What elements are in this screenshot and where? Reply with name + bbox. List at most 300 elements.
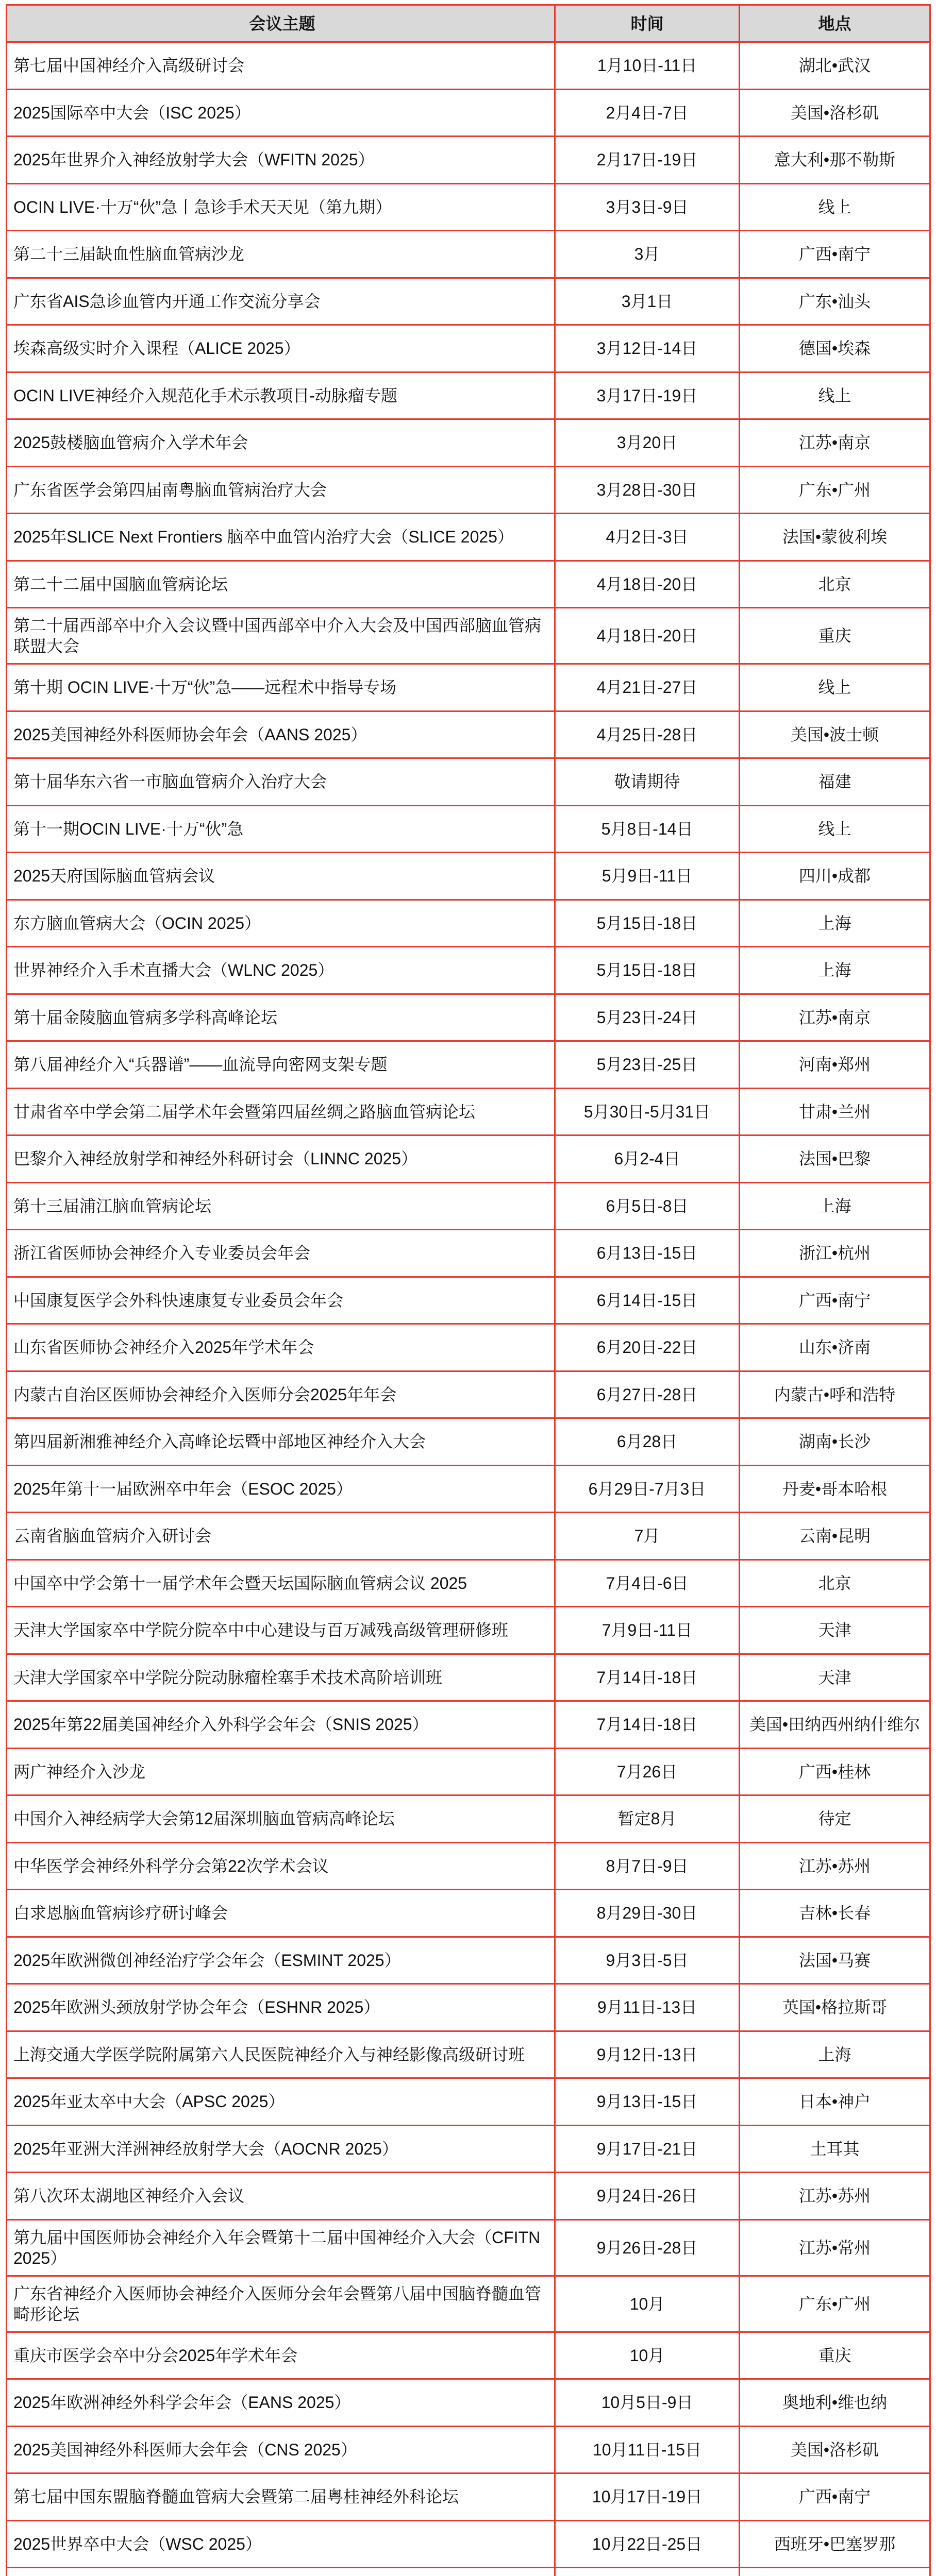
topic-text: 内蒙古自治区医师协会神经介入医师分会2025年年会	[13, 1385, 397, 1404]
time-text: 5月9日-11日	[601, 867, 693, 886]
table-row	[7, 184, 931, 232]
table-row	[7, 1655, 931, 1702]
time-text: 10月11日-15日	[592, 2440, 702, 2459]
table-row	[7, 1561, 931, 1608]
topic-text: 2025年第十一届欧洲卒中年会（ESOC 2025）	[13, 1479, 353, 1498]
time-text: 5月30日-5月31日	[583, 1102, 711, 1121]
topic-cell	[7, 1938, 556, 1985]
time-cell	[556, 420, 740, 467]
table-row	[7, 279, 931, 326]
topic-cell	[7, 2427, 556, 2475]
place-text: 四川•成都	[798, 867, 871, 886]
topic-text: 中华医学会神经外科学分会第22次学术会议	[13, 1856, 329, 1875]
topic-text: 中国卒中学会第十一届学术年会暨天坛国际脑血管病会议 2025	[13, 1573, 467, 1592]
time-cell	[556, 90, 740, 138]
time-text: 7月9日-11日	[601, 1621, 693, 1640]
topic-text: 第十期 OCIN LIVE·十万“伙”急——远程术中指导专场	[13, 678, 397, 697]
table-row	[7, 2474, 931, 2521]
topic-cell	[7, 562, 556, 609]
table-row	[7, 137, 931, 184]
table-row	[7, 2427, 931, 2475]
place-cell	[740, 806, 931, 854]
place-cell	[740, 1561, 931, 1608]
time-text: 暂定8月	[617, 1809, 677, 1828]
topic-text: 第七届中国东盟脑脊髓血管病大会暨第二届粤桂神经外科论坛	[13, 2487, 459, 2506]
topic-text: 2025年亚洲大洋洲神经放射学大会（AOCNR 2025）	[13, 2139, 398, 2158]
topic-text: 2025年SLICE Next Frontiers 脑卒中血管内治疗大会（SLICE 2025）	[13, 528, 514, 547]
time-text: 9月17日-21日	[596, 2139, 698, 2158]
time-text: 6月2-4日	[614, 1149, 680, 1168]
time-text: 3月17日-19日	[596, 386, 698, 405]
topic-cell	[7, 137, 556, 184]
topic-cell	[7, 1230, 556, 1278]
place-cell	[740, 2126, 931, 2174]
table-row	[7, 1985, 931, 2032]
topic-text: 2025美国神经外科医师协会年会（AANS 2025）	[13, 725, 367, 744]
topic-cell	[7, 1561, 556, 1608]
place-text: 西班牙•巴塞罗那	[774, 2534, 896, 2553]
place-cell	[740, 1325, 931, 1372]
topic-text: 2025美国神经外科医师大会年会（CNS 2025）	[13, 2440, 357, 2459]
place-cell	[740, 901, 931, 948]
topic-cell	[7, 2568, 556, 2576]
topic-cell	[7, 279, 556, 326]
place-text: 湖南•长沙	[798, 1432, 871, 1451]
time-text: 4月18日-20日	[596, 626, 698, 645]
topic-text: 东方脑血管病大会（OCIN 2025）	[13, 913, 261, 933]
table-row	[7, 1796, 931, 1843]
place-cell	[740, 2277, 931, 2333]
time-text: 10月	[629, 2346, 665, 2365]
time-cell	[556, 1513, 740, 1561]
time-cell	[556, 1325, 740, 1372]
place-cell	[740, 1419, 931, 1466]
time-text: 5月8日-14日	[601, 819, 693, 838]
place-text: 上海	[818, 1196, 851, 1215]
header-place-cell	[740, 6, 931, 43]
topic-cell	[7, 1702, 556, 1749]
place-cell	[740, 184, 931, 232]
table-row	[7, 853, 931, 901]
time-cell	[556, 665, 740, 712]
place-cell	[740, 90, 931, 138]
table-row	[7, 467, 931, 515]
time-text: 10月17日-19日	[592, 2487, 703, 2506]
time-cell	[556, 2474, 740, 2521]
time-text: 9月11日-13日	[597, 1998, 697, 2017]
time-text: 4月21日-27日	[596, 678, 698, 697]
place-text: 日本•神户	[798, 2092, 871, 2111]
table-row	[7, 2126, 931, 2174]
time-cell	[556, 1796, 740, 1843]
table-row	[7, 2568, 931, 2576]
topic-cell	[7, 1513, 556, 1561]
header-topic-label: 会议主题	[249, 14, 315, 33]
topic-cell	[7, 2333, 556, 2380]
topic-cell	[7, 608, 556, 665]
time-cell	[556, 1938, 740, 1985]
place-cell	[740, 2221, 931, 2277]
place-cell	[740, 373, 931, 420]
time-cell	[556, 1278, 740, 1325]
place-cell	[740, 2521, 931, 2569]
place-cell	[740, 420, 931, 467]
topic-text: 第二十三届缺血性脑血管病沙龙	[13, 245, 245, 264]
place-text: 线上	[818, 197, 851, 216]
place-text: 线上	[818, 386, 851, 405]
topic-cell	[7, 1419, 556, 1466]
place-cell	[740, 231, 931, 279]
time-cell	[556, 562, 740, 609]
topic-cell	[7, 1325, 556, 1372]
topic-text: 白求恩脑血管病诊疗研讨峰会	[13, 1904, 228, 1923]
table-row	[7, 1325, 931, 1372]
place-cell	[740, 2173, 931, 2221]
topic-cell	[7, 1607, 556, 1655]
topic-cell	[7, 420, 556, 467]
topic-text: 2025年欧洲微创神经治疗学会年会（ESMINT 2025）	[13, 1951, 401, 1970]
place-cell	[740, 2474, 931, 2521]
place-cell	[740, 1655, 931, 1702]
topic-cell	[7, 901, 556, 948]
time-cell	[556, 608, 740, 665]
place-cell	[740, 562, 931, 609]
time-text: 7月26日	[616, 1762, 678, 1781]
table-row	[7, 1843, 931, 1891]
time-cell	[556, 947, 740, 995]
place-cell	[740, 712, 931, 759]
table-row	[7, 1042, 931, 1089]
time-cell	[556, 712, 740, 759]
table-row	[7, 1089, 931, 1137]
table-row	[7, 1419, 931, 1466]
time-cell	[556, 1749, 740, 1797]
table-row	[7, 2032, 931, 2079]
topic-text: 世界神经介入手术直播大会（WLNC 2025）	[13, 961, 335, 980]
place-text: 北京	[818, 574, 851, 594]
time-text: 10月	[629, 2294, 665, 2313]
place-cell	[740, 665, 931, 712]
topic-cell	[7, 514, 556, 562]
place-text: 广西•南宁	[798, 2487, 871, 2506]
time-text: 6月13日-15日	[596, 1244, 698, 1263]
place-cell	[740, 759, 931, 806]
place-text: 湖北•武汉	[798, 56, 871, 75]
place-cell	[740, 1230, 931, 1278]
time-text: 4月18日-20日	[596, 574, 698, 594]
place-cell	[740, 1466, 931, 1514]
table-row	[7, 1513, 931, 1561]
topic-text: 2025年欧洲神经外科学会年会（EANS 2025）	[13, 2393, 351, 2412]
time-cell	[556, 1230, 740, 1278]
place-text: 江苏•苏州	[798, 2187, 871, 2206]
place-cell	[740, 1278, 931, 1325]
place-text: 线上	[818, 678, 851, 697]
table-row	[7, 1230, 931, 1278]
topic-text: 2025年第22届美国神经介入外科学会年会（SNIS 2025）	[13, 1715, 429, 1734]
topic-text: OCIN LIVE神经介入规范化手术示教项目-动脉瘤专题	[13, 386, 397, 405]
time-cell	[556, 1419, 740, 1466]
time-text: 3月12日-14日	[596, 339, 698, 358]
time-text: 3月	[634, 245, 660, 264]
table-row	[7, 1278, 931, 1325]
topic-cell	[7, 90, 556, 138]
header-place-label: 地点	[818, 14, 851, 33]
topic-cell	[7, 231, 556, 279]
topic-cell	[7, 1749, 556, 1797]
time-text: 9月26日-28日	[596, 2238, 698, 2257]
table-row	[7, 1749, 931, 1797]
place-text: 土耳其	[810, 2139, 860, 2158]
topic-cell	[7, 326, 556, 373]
time-cell	[556, 2221, 740, 2277]
place-text: 线上	[818, 819, 851, 838]
place-text: 天津	[818, 1668, 851, 1687]
topic-text: 广东省AIS急诊血管内开通工作交流分享会	[13, 292, 321, 311]
time-text: 9月24日-26日	[596, 2187, 698, 2206]
topic-cell	[7, 1372, 556, 1419]
place-text: 意大利•那不勒斯	[774, 150, 896, 170]
time-text: 9月12日-13日	[596, 2045, 698, 2064]
topic-cell	[7, 759, 556, 806]
time-cell	[556, 759, 740, 806]
place-text: 云南•昆明	[798, 1527, 871, 1546]
topic-cell	[7, 2126, 556, 2174]
table-row	[7, 420, 931, 467]
place-text: 吉林•长春	[798, 1904, 871, 1923]
place-cell	[740, 1513, 931, 1561]
topic-cell	[7, 1985, 556, 2032]
table-row	[7, 231, 931, 279]
topic-cell	[7, 1136, 556, 1183]
topic-text: 广东省医学会第四届南粤脑血管病治疗大会	[13, 480, 327, 499]
time-text: 6月27日-28日	[596, 1385, 698, 1404]
topic-text: 天津大学国家卒中学院分院卒中中心建设与百万减残高级管理研修班	[13, 1621, 509, 1640]
time-text: 5月23日-24日	[596, 1008, 698, 1027]
table-row	[7, 995, 931, 1042]
topic-cell	[7, 1183, 556, 1231]
time-text: 7月14日-18日	[596, 1715, 698, 1734]
topic-text: 第十三届浦江脑血管病论坛	[13, 1196, 212, 1215]
topic-cell	[7, 995, 556, 1042]
place-text: 重庆	[818, 626, 851, 645]
place-text: 广西•南宁	[798, 1291, 871, 1310]
time-text: 9月3日-5日	[606, 1951, 689, 1970]
table-row	[7, 1372, 931, 1419]
table-row	[7, 2521, 931, 2569]
place-cell	[740, 608, 931, 665]
table-row	[7, 1136, 931, 1183]
place-text: 广东•广州	[798, 480, 871, 499]
topic-text: 2025鼓楼脑血管病介入学术年会	[13, 433, 248, 452]
time-cell	[556, 1466, 740, 1514]
topic-text: 中国介入神经病学大会第12届深圳脑血管病高峰论坛	[13, 1809, 395, 1828]
time-text: 4月2日-3日	[606, 528, 689, 547]
time-cell	[556, 2126, 740, 2174]
time-text: 6月14日-15日	[596, 1291, 698, 1310]
place-cell	[740, 467, 931, 515]
time-cell	[556, 1607, 740, 1655]
table-row	[7, 1466, 931, 1514]
header-time-cell	[556, 6, 740, 43]
place-cell	[740, 1749, 931, 1797]
time-cell	[556, 137, 740, 184]
time-text: 3月28日-30日	[596, 480, 698, 499]
time-cell	[556, 2032, 740, 2079]
place-text: 江苏•苏州	[798, 1856, 871, 1875]
place-text: 福建	[818, 772, 851, 791]
table-row	[7, 43, 931, 90]
time-cell	[556, 1372, 740, 1419]
table-row	[7, 806, 931, 854]
place-text: 天津	[818, 1621, 851, 1640]
topic-text: 第十届金陵脑血管病多学科高峰论坛	[13, 1008, 278, 1027]
topic-text: 2025国际卒中大会（ISC 2025）	[13, 103, 251, 122]
table-row	[7, 2221, 931, 2277]
time-cell	[556, 2521, 740, 2569]
time-text: 敬请期待	[614, 772, 680, 791]
place-text: 江苏•常州	[798, 2238, 871, 2257]
time-cell	[556, 1183, 740, 1231]
time-text: 7月	[634, 1527, 660, 1546]
time-text: 2月4日-7日	[606, 103, 689, 122]
place-cell	[740, 1796, 931, 1843]
place-text: 重庆	[818, 2346, 851, 2365]
time-text: 1月10日-11日	[597, 56, 697, 75]
topic-text: 2025天府国际脑血管病会议	[13, 867, 215, 886]
topic-cell	[7, 1278, 556, 1325]
table-row	[7, 373, 931, 420]
time-cell	[556, 853, 740, 901]
topic-text: 第九届中国医师协会神经介入年会暨第十二届中国神经介入大会（CFITN 2025）	[13, 2228, 541, 2267]
topic-cell	[7, 712, 556, 759]
table-row	[7, 326, 931, 373]
topic-text: 巴黎介入神经放射学和神经外科研讨会（LINNC 2025）	[13, 1149, 418, 1168]
place-cell	[740, 514, 931, 562]
time-text: 9月13日-15日	[596, 2092, 698, 2111]
topic-text: 2025世界卒中大会（WSC 2025）	[13, 2534, 262, 2553]
time-cell	[556, 995, 740, 1042]
topic-cell	[7, 2277, 556, 2333]
table-row	[7, 901, 931, 948]
place-cell	[740, 995, 931, 1042]
topic-cell	[7, 1655, 556, 1702]
topic-text: OCIN LIVE·十万“伙”急丨急诊手术天天见（第九期）	[13, 197, 392, 216]
table-row	[7, 1607, 931, 1655]
conference-table	[6, 4, 931, 2576]
time-text: 6月5日-8日	[606, 1196, 689, 1215]
table-body	[7, 43, 931, 2576]
table-row	[7, 2380, 931, 2427]
topic-text: 2025年世界介入神经放射学大会（WFITN 2025）	[13, 150, 375, 170]
place-text: 江苏•南京	[798, 433, 871, 452]
topic-cell	[7, 1890, 556, 1938]
place-cell	[740, 1843, 931, 1891]
time-text: 3月20日	[616, 433, 678, 452]
place-text: 上海	[818, 2045, 851, 2064]
place-text: 美国•洛杉矶	[790, 103, 879, 122]
topic-cell	[7, 2221, 556, 2277]
topic-text: 第十届华东六省一市脑血管病介入治疗大会	[13, 772, 327, 791]
header-time-label: 时间	[630, 14, 664, 33]
topic-cell	[7, 184, 556, 232]
place-text: 江苏•南京	[798, 1008, 871, 1027]
topic-cell	[7, 853, 556, 901]
place-text: 法国•蒙彼利埃	[782, 528, 888, 547]
topic-text: 中国康复医学会外科快速康复专业委员会年会	[13, 1291, 344, 1310]
table-row	[7, 1702, 931, 1749]
topic-cell	[7, 1796, 556, 1843]
place-text: 河南•郑州	[798, 1055, 871, 1074]
place-cell	[740, 2427, 931, 2475]
time-cell	[556, 1890, 740, 1938]
topic-text: 第八次环太湖地区神经介入会议	[13, 2187, 245, 2206]
topic-text: 2025年亚太卒中大会（APSC 2025）	[13, 2092, 285, 2111]
time-text: 8月7日-9日	[606, 1856, 689, 1875]
time-cell	[556, 43, 740, 90]
time-cell	[556, 1561, 740, 1608]
table-row	[7, 2079, 931, 2126]
time-text: 5月15日-18日	[596, 961, 698, 980]
table-header-row	[7, 6, 931, 43]
place-text: 美国•波士顿	[790, 725, 879, 744]
topic-text: 云南省脑血管病介入研讨会	[13, 1527, 212, 1546]
topic-cell	[7, 2032, 556, 2079]
place-text: 美国•洛杉矶	[790, 2440, 879, 2459]
topic-text: 甘肃省卒中学会第二届学术年会暨第四届丝绸之路脑血管病论坛	[13, 1102, 476, 1121]
topic-cell	[7, 1042, 556, 1089]
place-text: 德国•埃森	[798, 339, 871, 358]
topic-text: 上海交通大学医学院附属第六人民医院神经介入与神经影像高级研讨班	[13, 2045, 525, 2064]
topic-cell	[7, 806, 556, 854]
time-text: 5月23日-25日	[596, 1055, 698, 1074]
place-text: 山东•济南	[798, 1338, 871, 1357]
time-cell	[556, 2427, 740, 2475]
place-cell	[740, 1089, 931, 1137]
table-row	[7, 90, 931, 138]
place-text: 广东•汕头	[798, 292, 871, 311]
place-cell	[740, 1136, 931, 1183]
topic-text: 浙江省医师协会神经介入专业委员会年会	[13, 1244, 311, 1263]
topic-cell	[7, 43, 556, 90]
time-text: 10月22日-25日	[592, 2534, 703, 2553]
time-cell	[556, 467, 740, 515]
topic-cell	[7, 947, 556, 995]
topic-text: 第七届中国神经介入高级研讨会	[13, 56, 245, 75]
place-cell	[740, 853, 931, 901]
place-text: 浙江•杭州	[798, 1244, 871, 1263]
place-cell	[740, 1938, 931, 1985]
time-text: 2月17日-19日	[596, 150, 698, 170]
time-cell	[556, 2380, 740, 2427]
place-text: 法国•巴黎	[798, 1149, 871, 1168]
time-text: 6月20日-22日	[596, 1338, 698, 1357]
place-cell	[740, 326, 931, 373]
topic-text: 埃森高级实时介入课程（ALICE 2025）	[13, 339, 300, 358]
table-row	[7, 608, 931, 665]
place-text: 待定	[818, 1809, 851, 1828]
time-cell	[556, 1702, 740, 1749]
place-cell	[740, 1607, 931, 1655]
time-text: 3月1日	[621, 292, 673, 311]
place-cell	[740, 1372, 931, 1419]
time-cell	[556, 2568, 740, 2576]
table-row	[7, 1183, 931, 1231]
time-cell	[556, 1985, 740, 2032]
table-row	[7, 2333, 931, 2380]
topic-cell	[7, 2380, 556, 2427]
time-text: 3月3日-9日	[606, 197, 689, 216]
